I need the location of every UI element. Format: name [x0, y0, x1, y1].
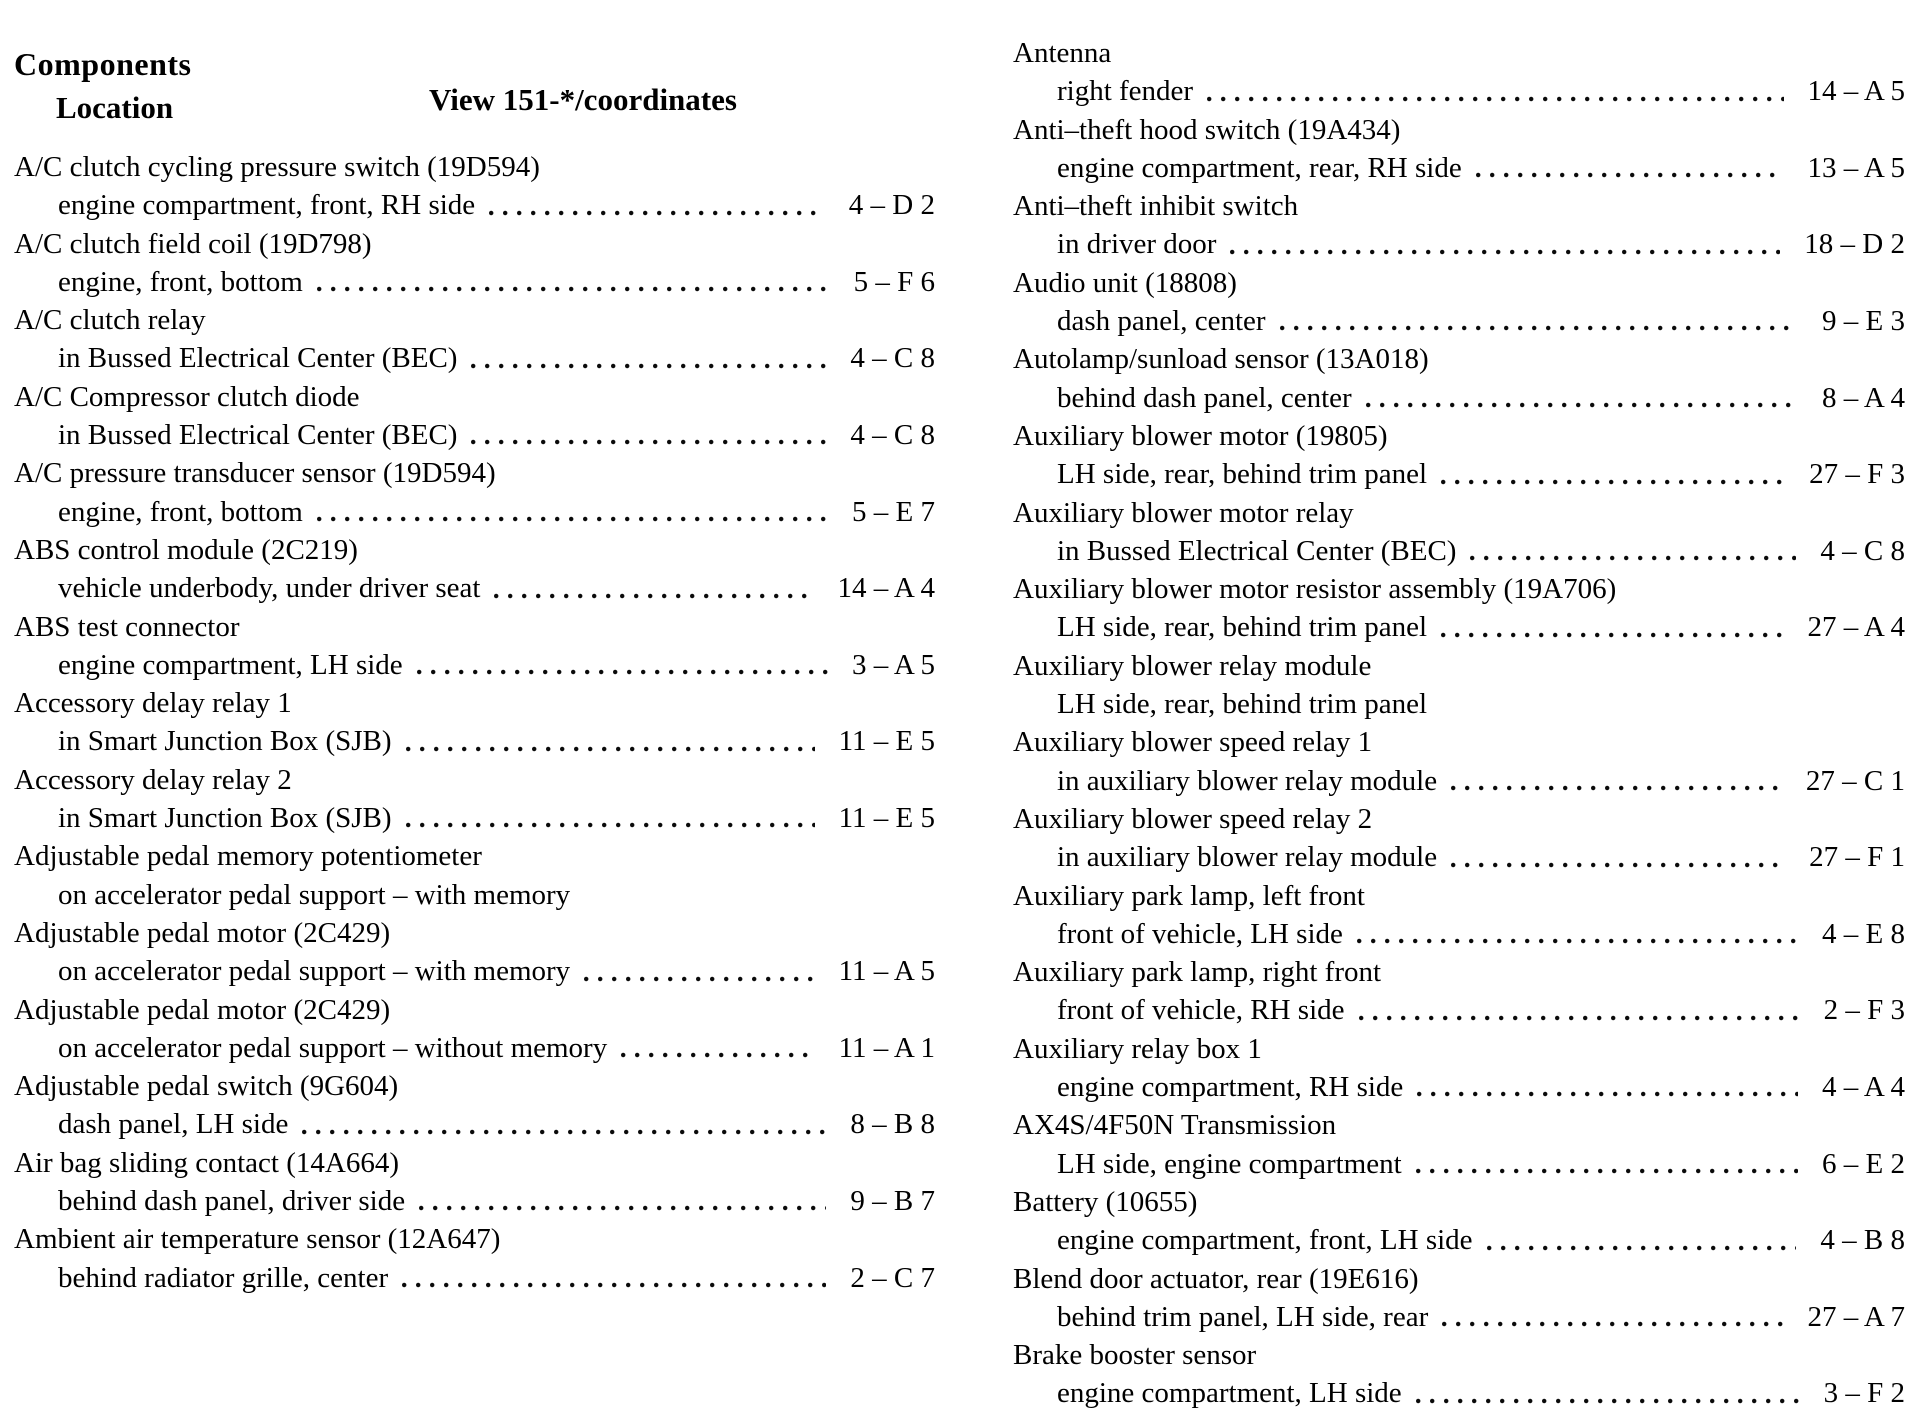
component-location-row: [1013, 455, 1905, 493]
component-location-row: [1013, 1068, 1905, 1106]
grid-coordinate: 27 – A 7: [1807, 1300, 1905, 1333]
grid-coordinate: 13 – A 5: [1807, 151, 1905, 184]
grid-coordinate: 11 – E 5: [838, 725, 935, 758]
component-name: Blend door actuator, rear (19E616): [1013, 1262, 1419, 1295]
component-name: Adjustable pedal memory potentiometer: [14, 840, 482, 873]
component-entry: [14, 301, 935, 378]
component-entry: [1013, 111, 1905, 188]
component-entry: [14, 684, 935, 761]
component-name: Auxiliary blower speed relay 1: [1013, 726, 1373, 759]
dot-leader: [1441, 632, 1783, 638]
component-entry: [14, 608, 935, 685]
component-entry: [1013, 570, 1905, 647]
component-location-row: [1013, 149, 1905, 187]
dot-leader: [1357, 938, 1798, 944]
component-name: ABS test connector: [14, 610, 240, 643]
grid-coordinate: 3 – A 5: [852, 648, 935, 681]
component-location: engine, front, bottom: [58, 265, 303, 298]
component-location-row: [1013, 685, 1905, 723]
component-location-row: [14, 569, 935, 607]
grid-coordinate: 4 – B 8: [1820, 1224, 1905, 1257]
dot-leader: [1230, 249, 1780, 255]
component-name: Accessory delay relay 2: [14, 763, 292, 796]
component-name: Audio unit (18808): [1013, 266, 1237, 299]
component-entry: [1013, 264, 1905, 341]
component-location-row: [1013, 915, 1905, 953]
dot-leader: [1451, 862, 1785, 868]
component-entry: [1013, 1183, 1905, 1260]
grid-coordinate: 27 – F 1: [1809, 841, 1905, 874]
dot-leader: [419, 1205, 826, 1211]
dot-leader: [402, 1282, 826, 1288]
dot-leader: [1416, 1168, 1798, 1174]
component-location-row: [14, 1029, 935, 1067]
component-name: Auxiliary blower speed relay 2: [1013, 802, 1373, 835]
location-heading: Location: [56, 90, 174, 125]
component-location-row: [14, 1105, 935, 1143]
grid-coordinate: 27 – A 4: [1807, 611, 1905, 644]
grid-coordinate: 4 – C 8: [850, 419, 935, 452]
component-location: LH side, rear, behind trim panel: [1057, 458, 1428, 491]
component-entry: [14, 225, 935, 302]
component-location-row: [14, 799, 935, 837]
component-entry: [1013, 1106, 1905, 1183]
grid-coordinate: 4 – D 2: [848, 189, 935, 222]
dot-leader: [584, 976, 814, 982]
component-location: in Bussed Electrical Center (BEC): [1057, 534, 1457, 567]
component-location-row: [1013, 1374, 1905, 1412]
dot-leader: [302, 1129, 826, 1135]
component-location: on accelerator pedal support – without memory: [58, 1031, 608, 1064]
dot-leader: [1476, 172, 1784, 178]
component-entry: [14, 991, 935, 1068]
dot-leader: [1442, 1321, 1783, 1327]
dot-leader: [1207, 96, 1783, 102]
component-location: in Bussed Electrical Center (BEC): [58, 419, 458, 452]
component-name: Brake booster sensor: [1013, 1339, 1257, 1372]
component-name: Anti–theft inhibit switch: [1013, 190, 1299, 223]
component-location: vehicle underbody, under driver seat: [58, 572, 481, 605]
grid-coordinate: 18 – D 2: [1804, 228, 1905, 261]
dot-leader: [1359, 1015, 1800, 1021]
component-entry: [1013, 1260, 1905, 1337]
component-location: LH side, engine compartment: [1057, 1147, 1402, 1180]
component-entry: [14, 837, 935, 914]
grid-coordinate: 2 – F 3: [1823, 994, 1905, 1027]
component-location: in auxiliary blower relay module: [1057, 764, 1438, 797]
column-header: [14, 44, 935, 132]
component-location-row: [14, 339, 935, 377]
component-name: A/C Compressor clutch diode: [14, 380, 360, 413]
component-location: engine compartment, rear, RH side: [1057, 151, 1462, 184]
grid-coordinate: 3 – F 2: [1823, 1377, 1905, 1410]
grid-coordinate: 8 – B 8: [850, 1108, 935, 1141]
left-column: [14, 44, 935, 1297]
component-name: A/C clutch relay: [14, 304, 206, 337]
grid-coordinate: 9 – B 7: [850, 1185, 935, 1218]
component-location: engine compartment, front, LH side: [1057, 1224, 1473, 1257]
dot-leader: [1417, 1091, 1798, 1097]
component-location: engine compartment, front, RH side: [58, 189, 476, 222]
component-location: behind dash panel, driver side: [58, 1185, 406, 1218]
component-location: dash panel, center: [1057, 305, 1266, 338]
component-location-row: [14, 876, 935, 914]
component-location: on accelerator pedal support – with memory: [58, 878, 571, 911]
grid-coordinate: 27 – F 3: [1809, 458, 1905, 491]
component-location: behind dash panel, center: [1057, 381, 1352, 414]
component-location-row: [1013, 762, 1905, 800]
grid-coordinate: 6 – E 2: [1822, 1147, 1905, 1180]
component-location: front of vehicle, LH side: [1057, 917, 1343, 950]
dot-leader: [406, 822, 815, 828]
component-location: dash panel, LH side: [58, 1108, 289, 1141]
component-location-row: [1013, 1298, 1905, 1336]
component-location-row: [1013, 838, 1905, 876]
component-location-row: [14, 416, 935, 454]
grid-coordinate: 11 – A 1: [838, 1031, 935, 1064]
grid-coordinate: 4 – C 8: [850, 342, 935, 375]
dot-leader: [406, 746, 815, 752]
grid-coordinate: 27 – C 1: [1805, 764, 1905, 797]
component-location-row: [1013, 72, 1905, 110]
dot-leader: [494, 593, 813, 599]
dot-leader: [1366, 402, 1798, 408]
component-name: Ambient air temperature sensor (12A647): [14, 1223, 501, 1256]
component-name: Auxiliary park lamp, left front: [1013, 879, 1365, 912]
component-location: LH side, rear, behind trim panel: [1057, 688, 1428, 721]
component-name: Adjustable pedal motor (2C429): [14, 916, 391, 949]
grid-coordinate: 8 – A 4: [1822, 381, 1905, 414]
component-location: front of vehicle, RH side: [1057, 994, 1345, 1027]
component-name: Accessory delay relay 1: [14, 687, 292, 720]
component-name: Adjustable pedal motor (2C429): [14, 993, 391, 1026]
component-name: Antenna: [1013, 37, 1112, 69]
component-name: Auxiliary blower motor (19805): [1013, 419, 1388, 452]
component-name: Battery (10655): [1013, 1185, 1198, 1218]
component-location-row: [14, 722, 935, 760]
component-entry: [1013, 1030, 1905, 1107]
component-entry: [14, 148, 935, 225]
component-entry: [14, 454, 935, 531]
component-location-row: [1013, 302, 1905, 340]
component-location-row: [1013, 225, 1905, 263]
component-name: Auxiliary relay box 1: [1013, 1032, 1262, 1065]
component-location-row: [1013, 1145, 1905, 1183]
component-location-row: [14, 186, 935, 224]
component-location: on accelerator pedal support – with memory: [58, 955, 571, 988]
component-list-left: [14, 148, 935, 1297]
component-entry: [1013, 340, 1905, 417]
view-coordinates-heading: View 151-*/coordinates: [429, 82, 737, 117]
dot-leader: [1280, 325, 1798, 331]
component-entry: [1013, 647, 1905, 724]
component-location: in Bussed Electrical Center (BEC): [58, 342, 458, 375]
dot-leader: [317, 516, 828, 522]
component-entry: [14, 378, 935, 455]
component-name: A/C pressure transducer sensor (19D594): [14, 457, 496, 490]
component-location: in driver door: [1057, 228, 1217, 261]
component-location: LH side, rear, behind trim panel: [1057, 611, 1428, 644]
dot-leader: [1451, 785, 1782, 791]
component-name: ABS control module (2C219): [14, 533, 358, 566]
component-name: Autolamp/sunload sensor (13A018): [1013, 343, 1429, 376]
components-heading: Components: [14, 46, 192, 82]
dot-leader: [417, 669, 828, 675]
component-location-row: [14, 1259, 935, 1297]
component-location-row: [1013, 608, 1905, 646]
component-name: Adjustable pedal switch (9G604): [14, 1070, 399, 1103]
grid-coordinate: 14 – A 4: [837, 572, 935, 605]
grid-coordinate: 5 – E 7: [852, 495, 935, 528]
dot-leader: [489, 210, 825, 216]
component-location-row: [14, 952, 935, 990]
component-entry: [1013, 723, 1905, 800]
component-name: AX4S/4F50N Transmission: [1013, 1109, 1337, 1142]
component-entry: [14, 1144, 935, 1221]
grid-coordinate: 9 – E 3: [1822, 305, 1905, 338]
component-location-row: [1013, 991, 1905, 1029]
component-location: engine compartment, LH side: [1057, 1377, 1402, 1410]
component-name: Auxiliary blower motor relay: [1013, 496, 1354, 529]
component-location: engine compartment, RH side: [1057, 1071, 1404, 1104]
grid-coordinate: 11 – E 5: [838, 802, 935, 835]
component-location-row: [14, 263, 935, 301]
right-column: [1013, 18, 1905, 1413]
dot-leader: [317, 286, 830, 292]
component-entry: [14, 914, 935, 991]
component-location-row: [1013, 1221, 1905, 1259]
component-entry: [14, 1220, 935, 1297]
grid-coordinate: 4 – A 4: [1822, 1071, 1905, 1104]
component-entry: [1013, 34, 1905, 111]
component-name: A/C clutch cycling pressure switch (19D594): [14, 151, 540, 183]
component-entry: [14, 1067, 935, 1144]
component-location-row: [14, 646, 935, 684]
component-entry: [1013, 953, 1905, 1030]
grid-coordinate: 2 – C 7: [850, 1261, 935, 1294]
dot-leader: [471, 439, 826, 445]
grid-coordinate: 14 – A 5: [1807, 75, 1905, 108]
component-name: Air bag sliding contact (14A664): [14, 1146, 399, 1179]
component-list-right: [1013, 34, 1905, 1413]
component-location-row: [1013, 532, 1905, 570]
component-location: in Smart Junction Box (SJB): [58, 802, 392, 835]
component-entry: [14, 761, 935, 838]
component-location-row: [14, 493, 935, 531]
component-location: engine, front, bottom: [58, 495, 303, 528]
component-location: behind trim panel, LH side, rear: [1057, 1300, 1429, 1333]
component-entry: [1013, 187, 1905, 264]
component-name: Anti–theft hood switch (19A434): [1013, 113, 1401, 146]
grid-coordinate: 5 – F 6: [853, 265, 935, 298]
dot-leader: [1416, 1398, 1800, 1404]
component-location-row: [14, 1182, 935, 1220]
component-entry: [14, 531, 935, 608]
component-entry: [1013, 877, 1905, 954]
dot-leader: [1487, 1245, 1797, 1251]
component-entry: [1013, 494, 1905, 571]
component-location: in Smart Junction Box (SJB): [58, 725, 392, 758]
dot-leader: [1441, 479, 1785, 485]
grid-coordinate: 4 – C 8: [1820, 534, 1905, 567]
component-name: Auxiliary park lamp, right front: [1013, 956, 1382, 989]
component-name: A/C clutch field coil (19D798): [14, 227, 372, 260]
component-location: in auxiliary blower relay module: [1057, 841, 1438, 874]
component-entry: [1013, 1336, 1905, 1413]
dot-leader: [471, 363, 826, 369]
component-location: right fender: [1057, 75, 1194, 108]
grid-coordinate: 4 – E 8: [1822, 917, 1905, 950]
component-entry: [1013, 800, 1905, 877]
component-entry: [1013, 417, 1905, 494]
component-name: Auxiliary blower motor resistor assembly (19A706): [1013, 573, 1617, 606]
component-location-row: [1013, 379, 1905, 417]
dot-leader: [621, 1052, 814, 1058]
grid-coordinate: 11 – A 5: [838, 955, 935, 988]
component-location: behind radiator grille, center: [58, 1261, 389, 1294]
component-location: engine compartment, LH side: [58, 648, 403, 681]
dot-leader: [1470, 555, 1796, 561]
component-name: Auxiliary blower relay module: [1013, 649, 1372, 682]
